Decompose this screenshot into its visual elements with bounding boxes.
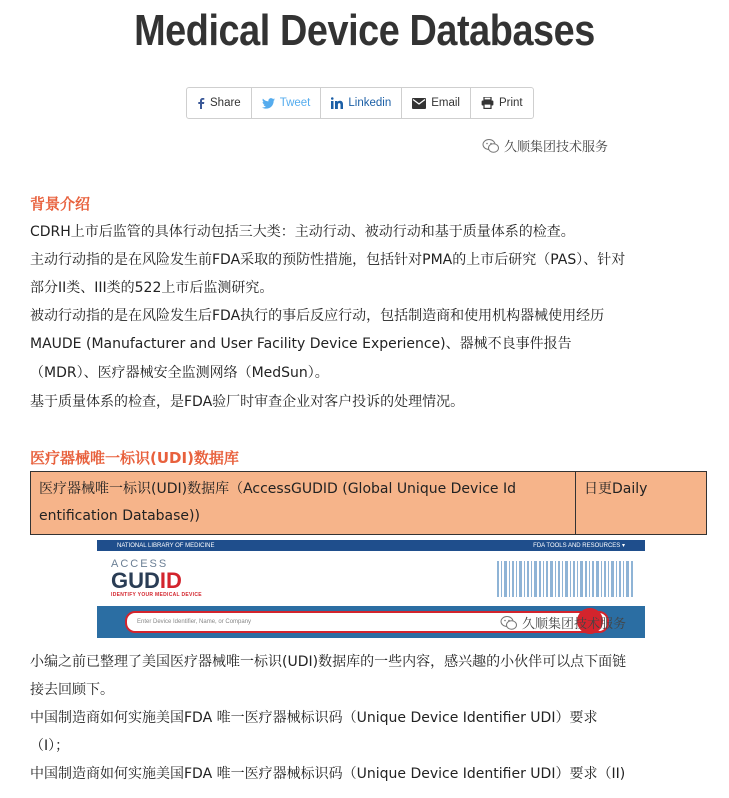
banner-search-input: Enter Device Identifier, Name, or Company [125,611,609,633]
facebook-icon [197,97,205,109]
udi-link-part1[interactable]: 中国制造商如何实施美国FDA 唯一医疗器械标识码（Unique Device Identifier UDI）要求 [30,710,598,726]
logo-gudid-text [111,570,202,592]
banner-nlm-label: NATIONAL LIBRARY OF MEDICINE [117,542,215,549]
background-paragraph: 部分II类、III类的522上市后监测研究。 [30,280,274,296]
udi-link-part2[interactable]: 中国制造商如何实施美国FDA 唯一医疗器械标识码（Unique Device Identifier UDI）要求（II) [30,766,626,782]
share-linkedin-button[interactable] [321,88,402,118]
share-twitter-button[interactable] [252,88,322,118]
background-paragraph: CDRH上市后监管的具体行动包括三大类：主动行动、被动行动和基于质量体系的检查。 [30,224,575,240]
udi-heading: 医疗器械唯一标识(UDI)数据库 [30,449,239,467]
share-email-button[interactable] [402,88,471,118]
printer-icon [481,97,494,109]
share-bar [186,87,534,119]
background-paragraph: 主动行动指的是在风险发生前FDA采取的预防性措施，包括针对PMA的上市后研究（PAS）、针对 [30,252,626,268]
envelope-icon [412,98,426,109]
table-row [31,472,707,535]
barcode-graphic [493,557,643,605]
watermark-text: 久顺集团技术服务 [504,140,609,155]
udi-table-name-line: 医疗器械唯一标识(UDI)数据库（AccessGUDID (Global Unique Device Id [39,481,516,497]
wechat-watermark [500,613,626,632]
logo-tagline: IDENTIFY YOUR MEDICAL DEVICE [111,592,202,598]
linkedin-icon [331,97,343,109]
wechat-watermark [482,136,608,155]
twitter-icon [262,98,275,109]
background-paragraph: （MDR）、医疗器械安全监测网络（MedSun）。 [30,365,329,381]
udi-paragraph: 接去回顾下。 [30,682,114,698]
email-label: Email [431,97,460,109]
share-print-button[interactable] [471,88,533,118]
share-label: Share [210,97,241,109]
banner-tools-label: FDA TOOLS AND RESOURCES ▾ [533,543,625,549]
accessgudid-logo [111,558,202,598]
wechat-icon [482,138,500,154]
udi-paragraph: 小编之前已整理了美国医疗器械唯一标识(UDI)数据库的一些内容，感兴趣的小伙伴可以点下面链 [30,654,627,670]
udi-table [30,471,707,535]
watermark-text: 久顺集团技术服务 [522,617,627,632]
background-heading: 背景介绍 [30,195,91,213]
logo-id: ID [159,568,182,593]
background-paragraph: 被动行动指的是在风险发生后FDA执行的事后反应行动，包括制造商和使用机构器械使用经历 [30,308,605,324]
linkedin-label: Linkedin [348,97,392,109]
udi-table-name-cell [31,472,576,535]
udi-table-frequency-cell: 日更Daily [576,472,707,535]
wechat-icon [500,615,518,631]
print-label: Print [498,97,523,109]
udi-link-part1-cont[interactable]: （I）； [30,738,70,754]
banner-topbar [97,540,645,551]
page-title: Medical Device Databases [134,6,595,55]
tweet-label: Tweet [279,97,311,109]
logo-gud: GUD [111,568,160,593]
logo-access-text: ACCESS [111,558,169,570]
udi-table-name-line: entification Database)) [39,508,200,524]
background-paragraph: MAUDE (Manufacturer and User Facility Device Experience)、器械不良事件报告 [30,336,572,352]
share-facebook-button[interactable] [187,88,252,118]
background-paragraph: 基于质量体系的检查，是FDA验厂时审查企业对客户投诉的处理情况。 [30,394,465,410]
